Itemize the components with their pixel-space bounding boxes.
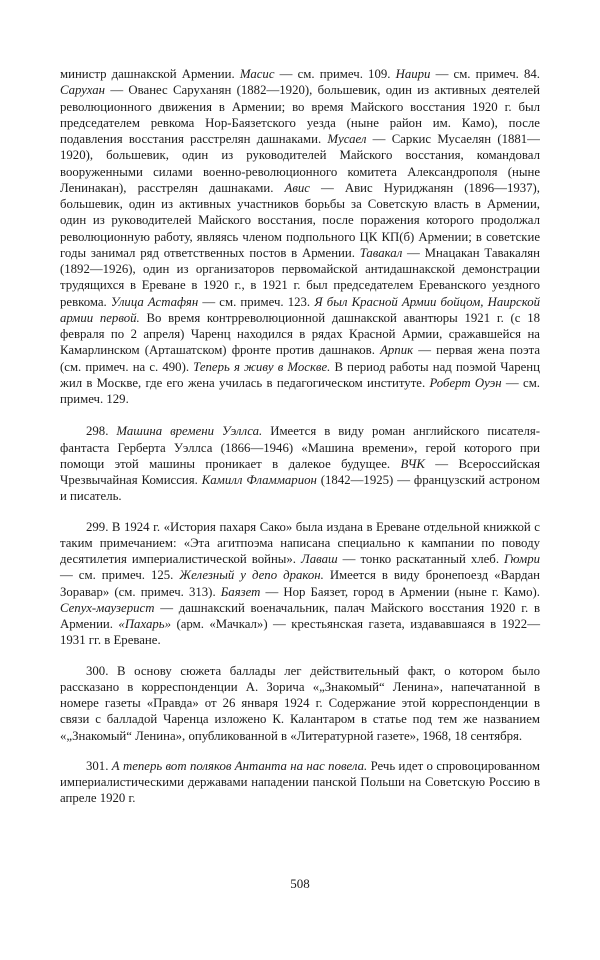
text-run: — см. примеч. 84. — [430, 67, 540, 81]
text-run: — Ованес Саруханян (1882—1920), большевик, один из активных деятелей революционного движения в Армении; во время Майского восстания 1920 г. был председателем ревкома Нор-Баязетского уезда (ныне район им. Камо), после подавления восстания расстрелян дашнаками. — [60, 83, 540, 146]
text-run: Имеется в виду бронепоезд «Вардан Зоравар» (см. примеч. 313). — [60, 568, 540, 599]
italic-term: Я был Красной Армии бойцом, Наирской армии первой. — [60, 294, 540, 325]
text-run: 300. В основу сюжета баллады лег действительный факт, о котором было рассказано в корреспонденции А. Зорича «„Знакомый“ Ленина», напечатанной в номере газеты «Правда» от 26 января 1924 г. Содержание этой корреспонденции в связи с балладой Чаренца изложено К. Калантаром в статье под тем же названием «„Знакомый“ Ленина», опубликованной в «Литературной газете», 1968, 18 сентября. — [60, 663, 540, 743]
italic-term: Авис — [284, 180, 310, 195]
note-299 — [60, 519, 540, 649]
italic-term: Лаваш — [301, 552, 338, 566]
text-run: Имеется в виду роман английского писателя-фантаста Герберта Уэллса (1866—1946) «Машина времени», герой которого при помощи этой машины проникает в далекое будущее. — [60, 424, 541, 471]
italic-term: Железный у депо дракон. — [179, 568, 324, 583]
text-run: 298. — [86, 424, 117, 439]
page-number: 508 — [290, 876, 310, 891]
italic-term: Тавакал — [359, 245, 403, 260]
italic-term: Масис — [239, 67, 275, 81]
italic-term: Камилл Фламмарион — [201, 473, 317, 487]
text-run: — Саркис Мусаелян (1881—1920), большевик, один из руководителей Майского восстания, командовал вооруженными силами военно-революционного комитета Александрополя (ныне Ленинакан), расстрелян дашнаками. — [60, 132, 540, 195]
commentary-text — [60, 66, 540, 807]
text-run: — см. примеч. 109. — [274, 67, 396, 81]
text-run: — дашнакский военачальник, палач Майского восстания 1920 г. в Армении. — [60, 600, 540, 631]
text-run: Во время контрреволюционной дашнакской авантюры 1921 г. (с 18 февраля по 2 апреля) Чаренц находился в рядах Красной Армии, сражавшейся на Камарлинском (Арташатском) фронте против дашнаков. — [60, 310, 541, 358]
text-run: — тонко раскатанный хлеб. — [337, 552, 505, 566]
text-run: — Мнацакан Тавакалян (1892—1926), один из организаторов первомайской антидашнакской демонстрации трудящихся в Ереване в 1920 г., в 1921 г. был председателем Ереванского уездного ревкома. — [60, 245, 540, 309]
text-run: — Нор Баязет, город в Армении (ныне г. Камо). — [260, 584, 540, 599]
italic-term: А теперь вот поляков Антанта на нас повела. — [111, 758, 368, 773]
italic-term: Сарухан — [60, 83, 106, 98]
italic-term: Машина времени Уэллса. — [116, 424, 263, 439]
italic-term: Улица Астафян — [110, 294, 199, 309]
text-run: (1842—1925) — французский астроном и писатель. — [60, 473, 540, 504]
note-298 — [60, 423, 540, 504]
note-300 — [60, 663, 540, 744]
italic-term: Мусаел — [327, 132, 367, 146]
text-run: — Авис Нуриджанян (1896—1937), большевик, один из активных участников борьбы за Советскую власть в Армении, один из руководителей Майского восстания, после поражения которого продолжал революционную работу, являясь членом подпольного ЦК КП(б) Армении; в советские годы занимал ряд ответственных постов в Армении. — [60, 180, 540, 260]
italic-term: ВЧК — [400, 456, 425, 471]
text-run: министр дашнакской Армении. — [60, 67, 240, 81]
italic-term: Сепух-маузерист — [60, 600, 155, 615]
note-continuation — [60, 66, 540, 407]
italic-term: Гюмри — [504, 552, 540, 566]
text-run: — первая жена поэта (см. примеч. на с. 490). — [60, 343, 540, 374]
text-run: Речь идет о спровоцированном империалистическими державами нападении панской Польши на Советскую Россию в апреле 1920 г. — [60, 758, 540, 806]
text-run: 301. — [86, 758, 112, 773]
text-run: — см. примеч. 125. — [60, 568, 180, 583]
note-301 — [60, 758, 540, 807]
italic-term: Теперь я живу в Москве. — [193, 359, 331, 374]
italic-term: Роберт Оуэн — [429, 375, 502, 390]
text-run: — см. примеч. 123. — [198, 294, 315, 309]
text-run: — см. примеч. 129. — [60, 375, 540, 406]
text-run: — Всероссийская Чрезвычайная Комиссия. — [60, 456, 540, 487]
text-run: (арм. «Мачкал») — крестьянская газета, издававшаяся в 1922—1931 гг. в Ереване. — [60, 617, 540, 648]
italic-term: Арпик — [380, 343, 414, 358]
italic-term: Баязет — [220, 584, 261, 599]
text-run: 299. В 1924 г. «История пахаря Сако» была издана в Ереване отдельной книжкой с таким примечанием: «Эта агитпоэма написана специально к кампании по поводу десятилетия империалистической войны». — [60, 519, 540, 566]
italic-term: «Пахарь» — [118, 617, 171, 631]
italic-term: Наири — [395, 67, 431, 81]
text-run: В период работы над поэмой Чаренц жил в Москве, где его жена училась в педагогическом институте. — [60, 359, 540, 390]
